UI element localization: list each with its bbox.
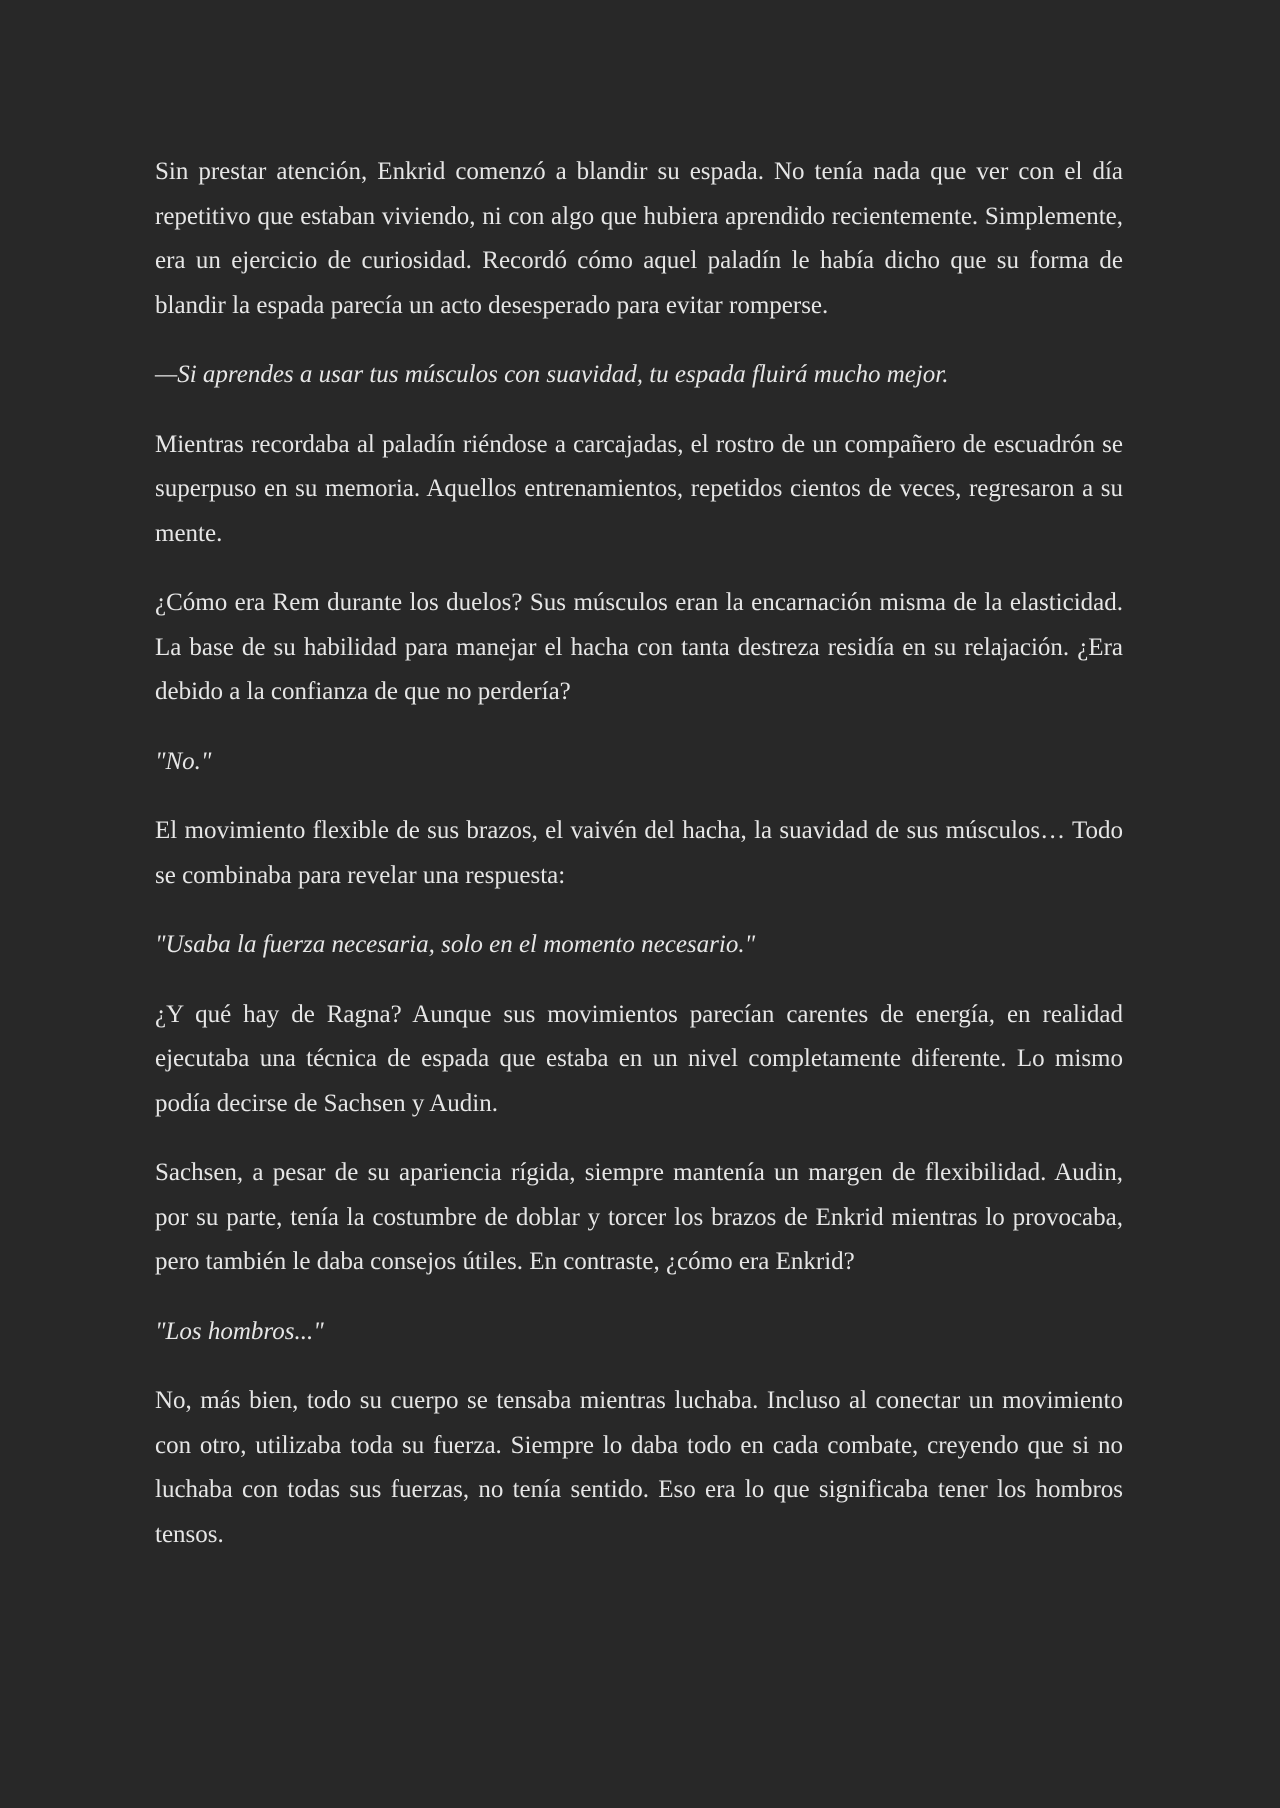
paragraph-quote: —Si aprendes a usar tus músculos con suavidad, tu espada fluirá mucho mejor. (155, 361, 949, 388)
paragraph-quote: "Usaba la fuerza necesaria, solo en el momento necesario." (155, 931, 756, 958)
paragraph: ¿Y qué hay de Ragna? Aunque sus movimientos parecían carentes de energía, en realidad ejecutaba una técnica de espada que estaba en un nivel completamente diferente. Lo mismo podía decirse de Sachsen y Audin. (155, 1000, 1123, 1117)
paragraph: Sin prestar atención, Enkrid comenzó a blandir su espada. No tenía nada que ver con el día repetitivo que estaban viviendo, ni con algo que hubiera aprendido recientemente. Simplemente, era un ejercicio de curiosidad. Recordó cómo aquel paladín le había dicho que su forma de blandir la espada parecía un acto desesperado para evitar romperse. (155, 158, 1123, 319)
chapter-text (155, 150, 1123, 1582)
paragraph: ¿Cómo era Rem durante los duelos? Sus músculos eran la encarnación misma de la elasticidad. La base de su habilidad para manejar el hacha con tanta destreza residía en su relajación. ¿Era debido a la confianza de que no perdería? (155, 589, 1123, 705)
paragraph-quote: "Los hombros..." (155, 1317, 324, 1345)
paragraph: El movimiento flexible de sus brazos, el vaivén del hacha, la suavidad de sus músculos… Todo se combinaba para revelar una respuesta: (155, 817, 1123, 889)
paragraph-quote: "No." (155, 747, 212, 775)
paragraph: Sachsen, a pesar de su apariencia rígida, siempre mantenía un margen de flexibilidad. Audin, por su parte, tenía la costumbre de doblar y torcer los brazos de Enkrid mientras lo provocaba, pero también le daba consejos útiles. En contraste, ¿cómo era Enkrid? (155, 1159, 1123, 1275)
paragraph: No, más bien, todo su cuerpo se tensaba mientras luchaba. Incluso al conectar un movimiento con otro, utilizaba toda su fuerza. Siempre lo daba todo en cada combate, creyendo que si no luchaba con todas sus fuerzas, no tenía sentido. Eso era lo que significaba tener los hombros tensos. (155, 1387, 1123, 1548)
paragraph: Mientras recordaba al paladín riéndose a carcajadas, el rostro de un compañero de escuadrón se superpuso en su memoria. Aquellos entrenamientos, repetidos cientos de veces, regresaron a su mente. (155, 430, 1123, 547)
